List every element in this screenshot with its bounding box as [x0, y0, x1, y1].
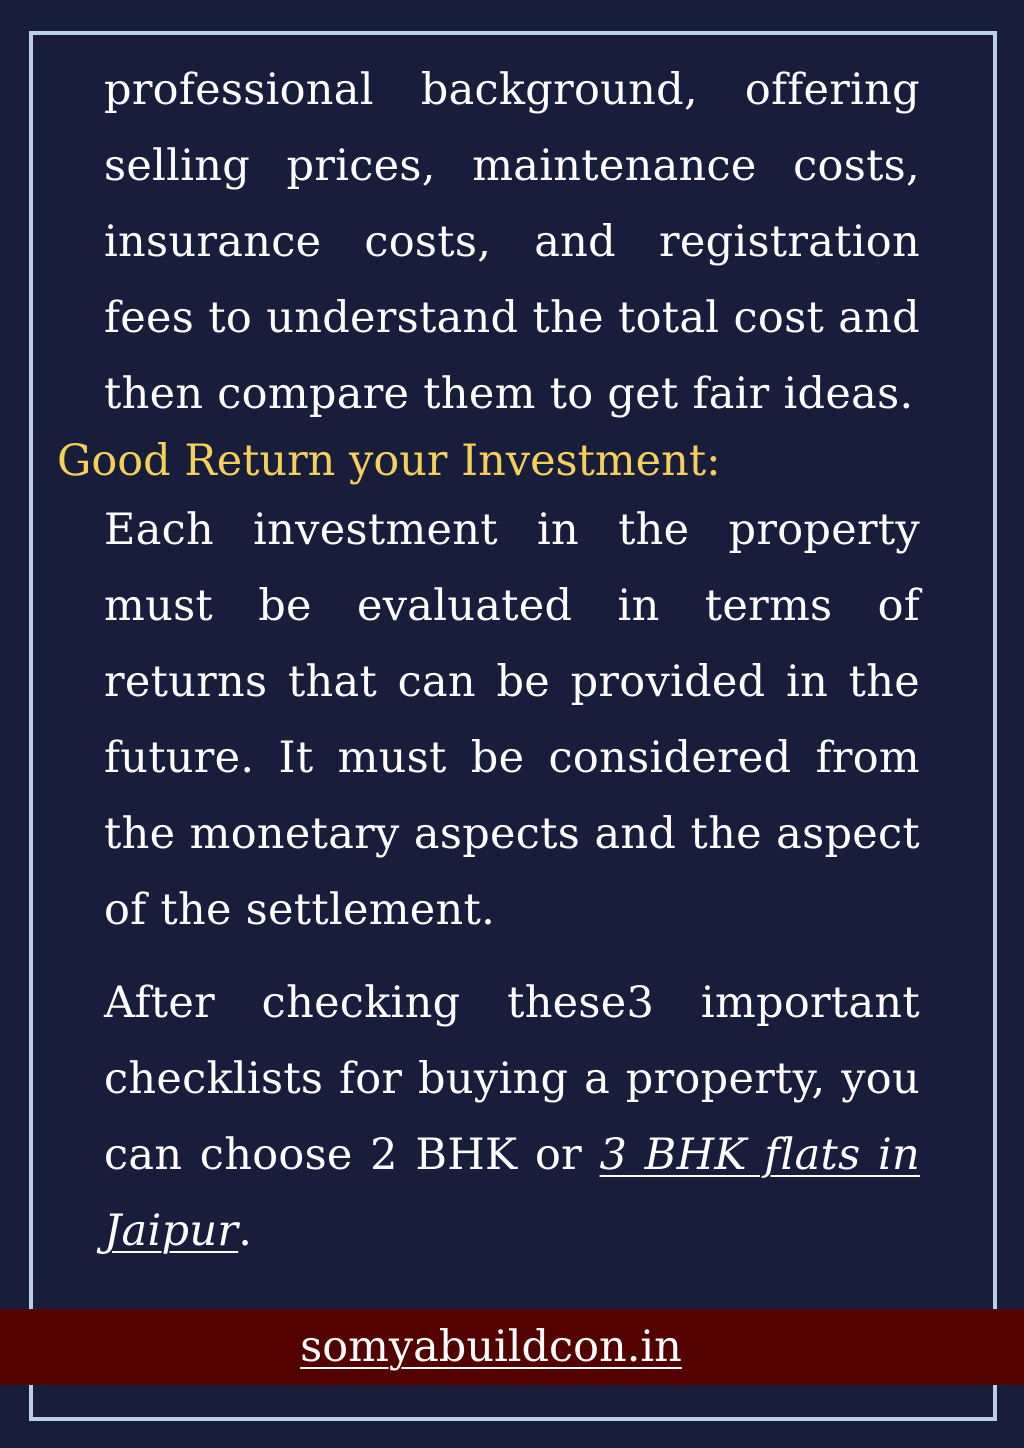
website-link[interactable]: somyabuildcon.in	[300, 1322, 682, 1372]
flats-link[interactable]: 3 BHK flats in Jaipur	[104, 1130, 920, 1256]
footer-band	[0, 1309, 1024, 1385]
conclusion-paragraph	[104, 965, 920, 1269]
conclusion-text: After checking these3 important checklists for buying a property, you can choose 2 BHK or	[104, 978, 920, 1180]
conclusion-period: .	[238, 1206, 253, 1256]
investment-paragraph: Each investment in the property must be evaluated in terms of returns that can be provided in the future. It must be considered from the monetary aspects and the aspect of the settlement.	[104, 505, 920, 935]
intro-paragraph: professional background, offering selling prices, maintenance costs, insurance costs, and registration fees to understand the total cost and then compare them to get fair ideas.	[104, 65, 920, 419]
section-heading: Good Return your Investment:	[57, 436, 721, 486]
